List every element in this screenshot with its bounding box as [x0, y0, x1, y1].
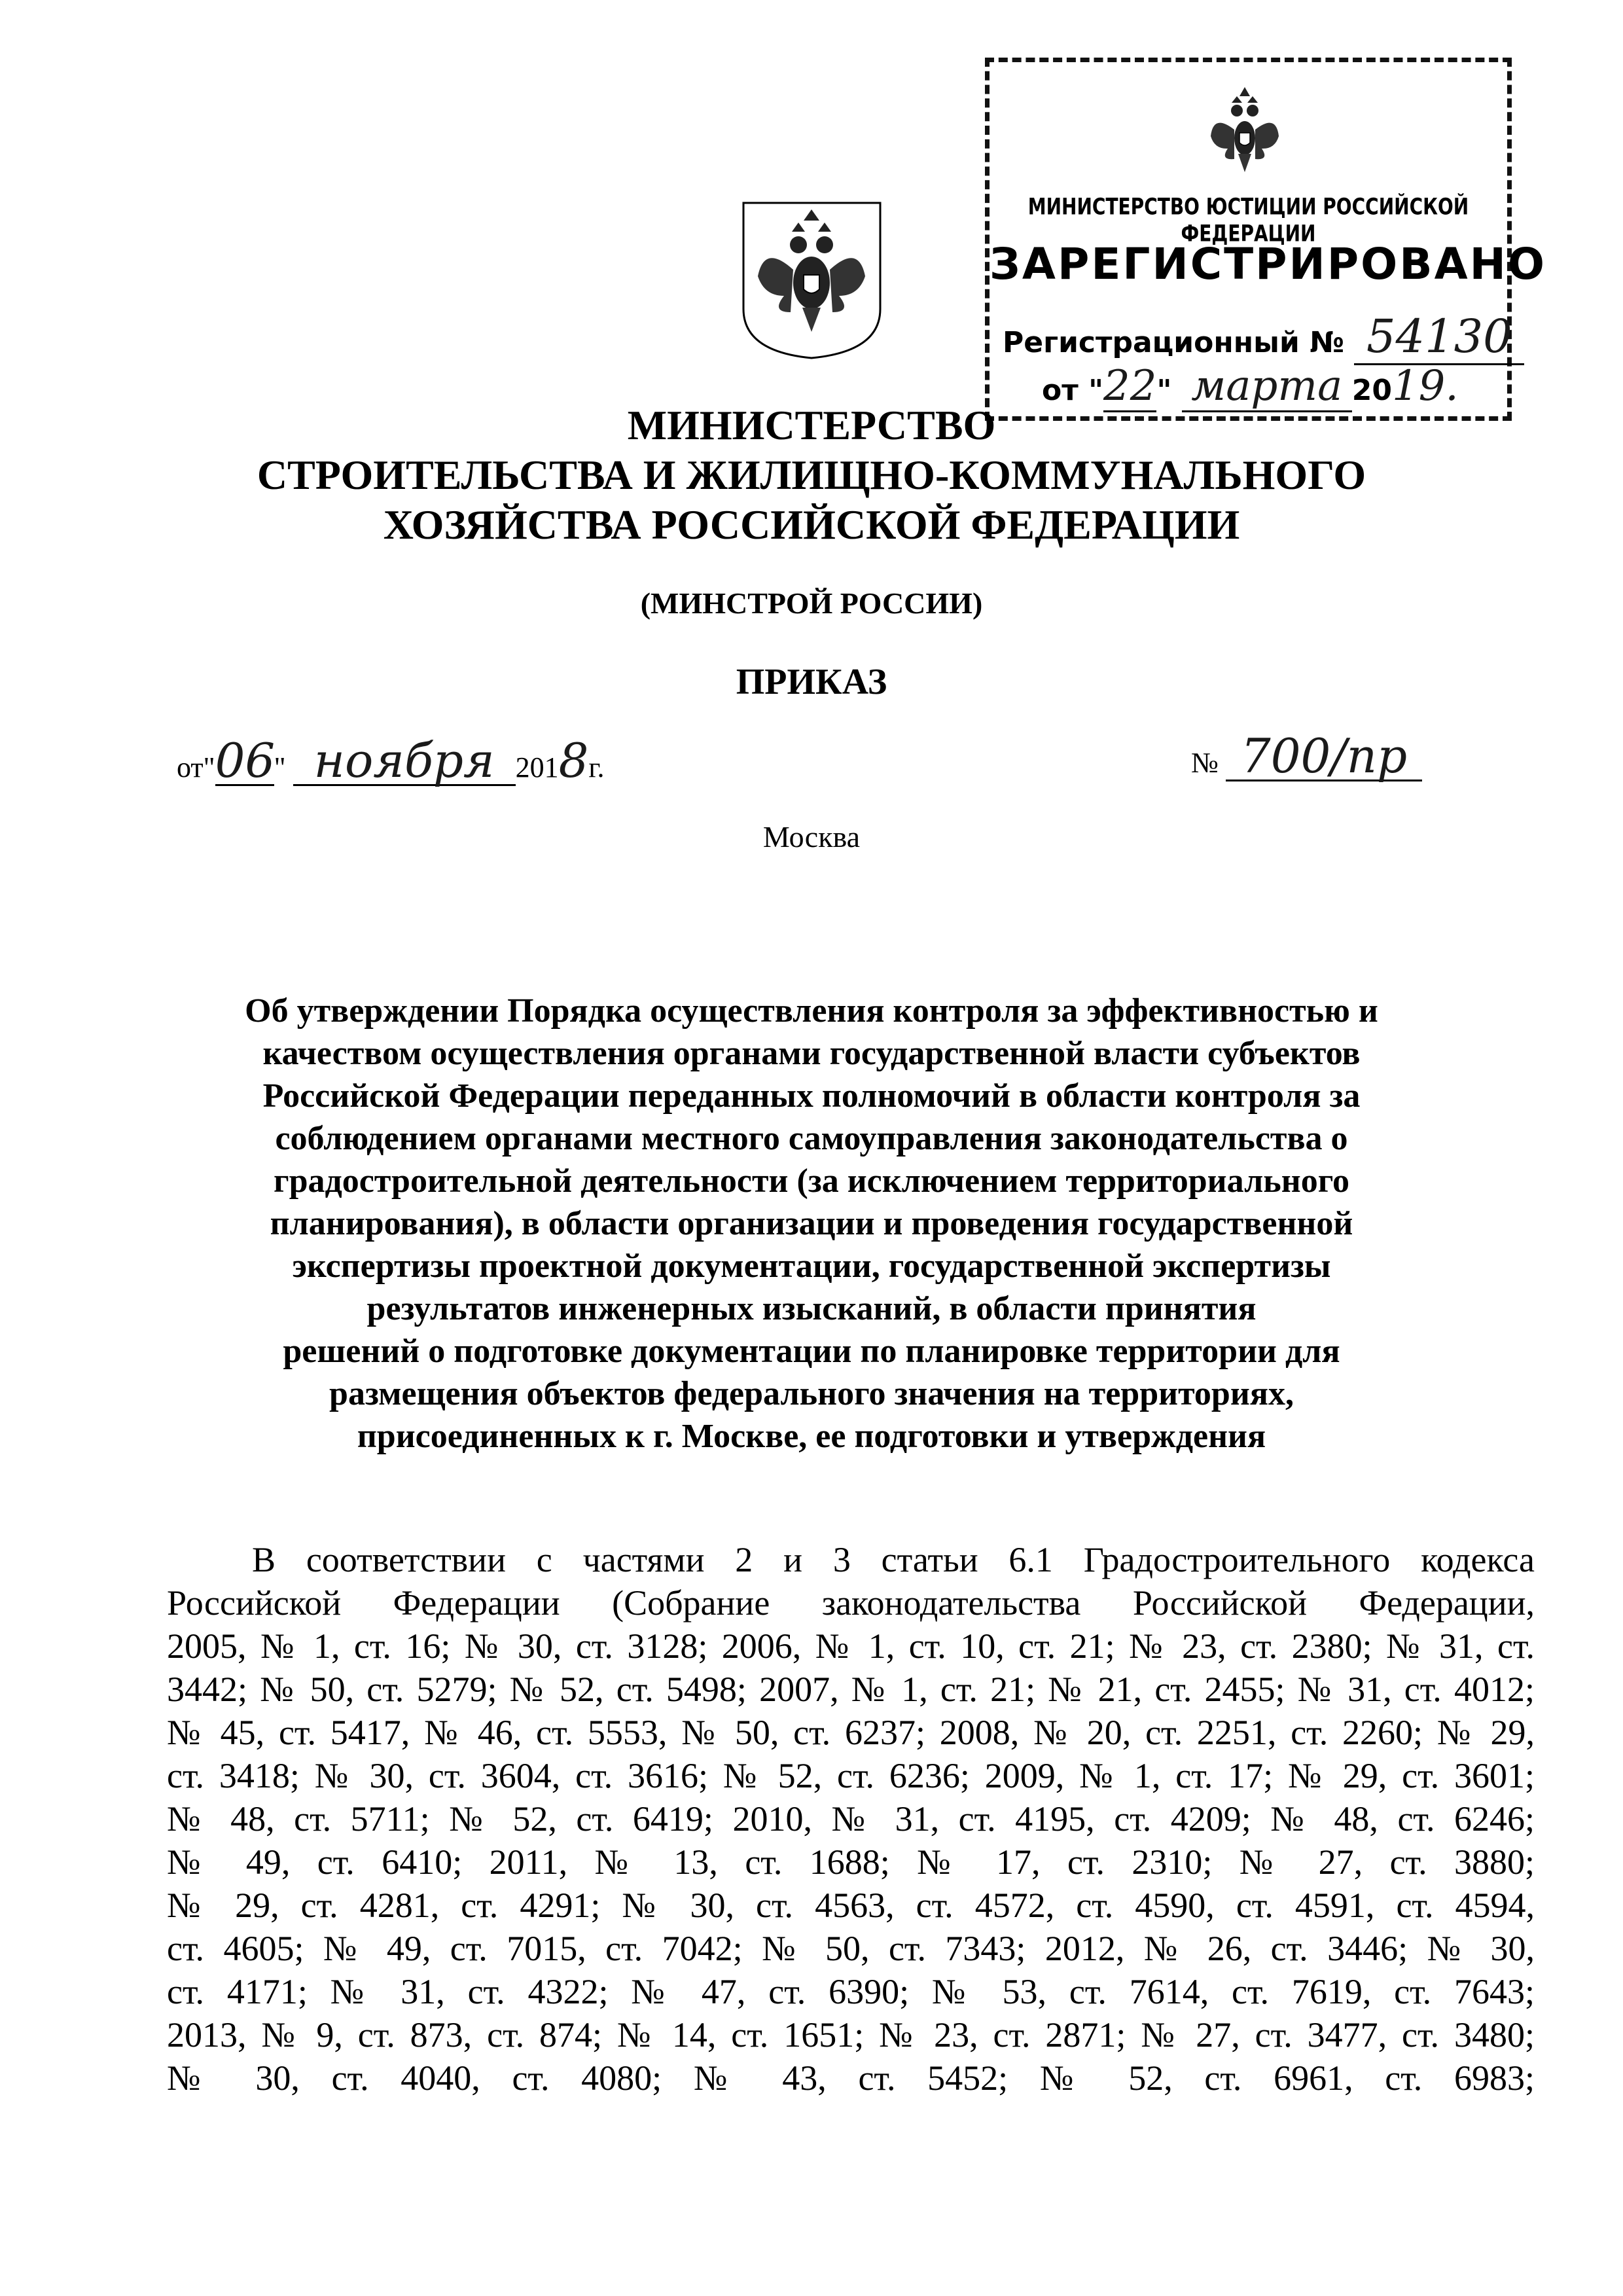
body-line: 2013, № 9, ст. 873, ст. 874; № 14, ст. 1651; № 23, ст. 2871; № 27, ст. 3477, ст. 3480; [167, 2015, 1535, 2054]
ministry-header-line1: МИНИСТЕРСТВО [627, 402, 996, 448]
coat-of-arms-emblem [738, 198, 885, 361]
title-line: результатов инженерных изысканий, в области принятия [366, 1290, 1257, 1327]
stamp-reg-number: 54130 [1354, 310, 1524, 365]
stamp-registered-label: ЗАРЕГИСТРИРОВАНО [990, 239, 1546, 289]
order-date: от"06" ноября 2018г. [177, 733, 605, 788]
ministry-abbreviation: (МИНСТРОЙ РОССИИ) [640, 586, 983, 620]
order-number-field [1226, 728, 1422, 783]
order-number [1191, 728, 1422, 783]
ministry-header-line2: СТРОИТЕЛЬСТВА И ЖИЛИЩНО-КОММУНАЛЬНОГО [257, 452, 1366, 498]
title-line: экспертизы проектной документации, государственной экспертизы [292, 1247, 1331, 1285]
body-line: № 49, ст. 6410; 2011, № 13, ст. 1688; № 17, ст. 2310; № 27, ст. 3880; [167, 1842, 1535, 1882]
order-number-value: 700/пр [1240, 728, 1408, 783]
stamp-date-year-suffix: 19. [1391, 362, 1459, 410]
body-line: ст. 4605; № 49, ст. 7015, ст. 7042; № 50, ст. 7343; 2012, № 26, ст. 3446; № 30, [167, 1929, 1535, 1968]
order-number-label: № [1191, 747, 1219, 779]
order-title [196, 990, 1427, 1458]
body-line: 3442; № 50, ст. 5279; № 52, ст. 5498; 2007, № 1, ст. 21; № 21, ст. 2455; № 31, ст. 4012; [167, 1670, 1535, 1709]
order-day-field [215, 733, 276, 788]
body-line: № 29, ст. 4281, ст. 4291; № 30, ст. 4563, ст. 4572, ст. 4590, ст. 4591, ст. 4594, [167, 1886, 1535, 1925]
city: Москва [762, 820, 861, 853]
document-type: ПРИКАЗ [736, 662, 887, 702]
order-year-prefix: 201 [515, 751, 559, 783]
stamp-ministry-name: МИНИСТЕРСТВО ЮСТИЦИИ РОССИЙСКОЙ ФЕДЕРАЦИИ [1027, 192, 1469, 247]
ministry-header-line3: ХОЗЯЙСТВА РОССИЙСКОЙ ФЕДЕРАЦИИ [383, 501, 1240, 548]
stamp-date-month: марта [1182, 362, 1352, 412]
title-line: решений о подготовке документации по планировке территории для [283, 1333, 1340, 1370]
body-line: Российской Федерации (Собрание законодательства Российской Федерации, [167, 1583, 1535, 1623]
body-paragraph [167, 1538, 1535, 2100]
title-line: Об утверждении Порядка осуществления контроля за эффективностью и [245, 992, 1378, 1030]
title-line: планирования), в области организации и проведения государственной [270, 1205, 1353, 1242]
body-line: ст. 4171; № 31, ст. 4322; № 47, ст. 6390; № 53, ст. 7614, ст. 7619, ст. 7643; [167, 1972, 1535, 2011]
stamp-date-day: 22 [1103, 362, 1156, 412]
stamp-emblem [1205, 81, 1284, 182]
stamp-date-year-prefix: 20 [1351, 374, 1392, 407]
body-line: В соответствии с частями 2 и 3 статьи 6.1 Градостроительного кодекса [252, 1540, 1535, 1579]
stamp-registration-row [1003, 310, 1524, 365]
title-line: градостроительной деятельности (за исключением территориального [273, 1162, 1350, 1200]
stamp-date-row: от "22" марта 2019. [1042, 362, 1459, 412]
order-date-prefix: от [177, 751, 204, 783]
order-year-end: г. [588, 751, 605, 783]
ministry-header [0, 401, 1623, 550]
registration-stamp [985, 58, 1546, 421]
title-line: размещения объектов федерального значения на территориях, [329, 1375, 1294, 1412]
title-line: соблюдением органами местного самоуправления законодательства о [275, 1120, 1348, 1157]
body-line: № 45, ст. 5417, № 46, ст. 5553, № 50, ст. 6237; 2008, № 20, ст. 2251, ст. 2260; № 29, [167, 1713, 1535, 1752]
title-line: качеством осуществления органами государственной власти субъектов [262, 1035, 1361, 1072]
body-line: № 48, ст. 5711; № 52, ст. 6419; 2010, № 31, ст. 4195, ст. 4209; № 48, ст. 6246; [167, 1799, 1535, 1839]
stamp-reg-label: Регистрационный № [1003, 326, 1345, 359]
body-line: 2005, № 1, ст. 16; № 30, ст. 3128; 2006, № 1, ст. 10, ст. 21; № 23, ст. 2380; № 31, ст. [167, 1626, 1535, 1666]
stamp-date-prefix: от [1042, 374, 1079, 407]
order-day: 06 [215, 733, 276, 788]
body-line: ст. 3418; № 30, ст. 3604, ст. 3616; № 52, ст. 6236; 2009, № 1, ст. 17; № 29, ст. 3601; [167, 1756, 1535, 1795]
order-year-suffix: 8 [558, 733, 589, 788]
title-line: Российской Федерации переданных полномочий в области контроля за [262, 1077, 1361, 1115]
body-line: № 30, ст. 4040, ст. 4080; № 43, ст. 5452; № 52, ст. 6961, ст. 6983; [167, 2058, 1535, 2098]
title-line: присоединенных к г. Москве, ее подготовки и утверждения [357, 1418, 1266, 1455]
order-month: ноября [313, 733, 495, 788]
